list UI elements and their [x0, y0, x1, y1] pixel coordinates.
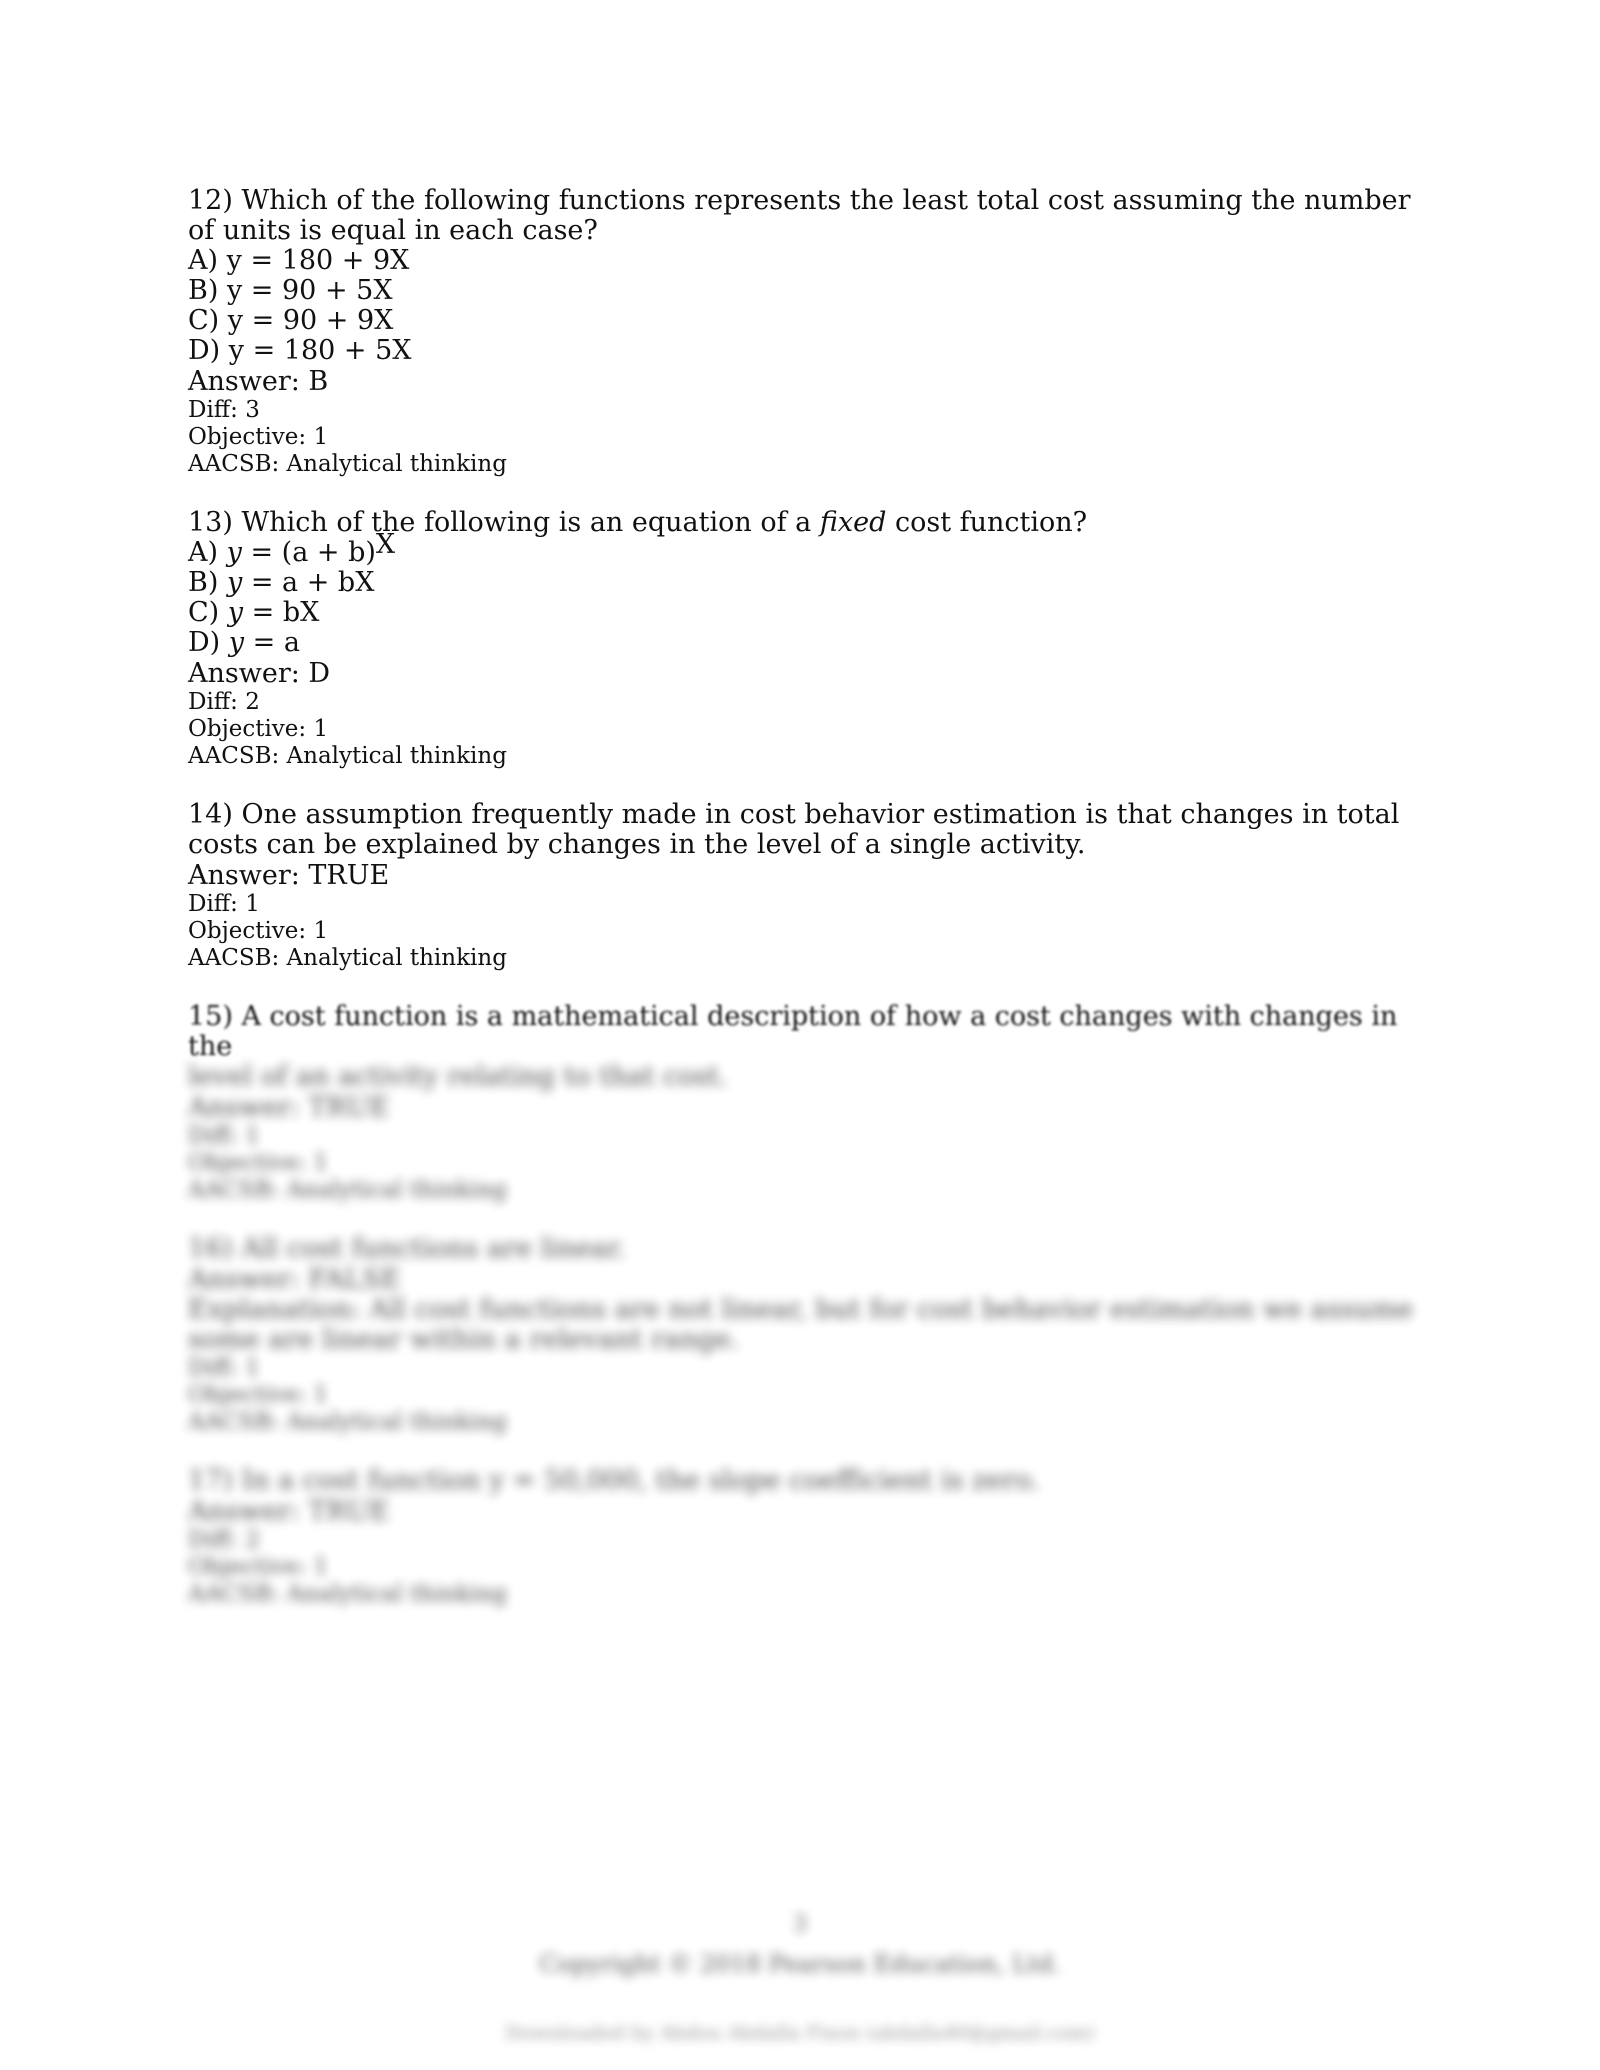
question-17: [188, 1466, 1428, 1608]
option-expression: = bX: [243, 597, 320, 628]
option-variable: y: [228, 627, 245, 658]
question-16: [188, 1234, 1428, 1436]
question-text-line-1: 15) A cost function is a mathematical description of how a cost changes with changes in the: [188, 1001, 1398, 1062]
aacsb: AACSB: Analytical thinking: [188, 451, 507, 477]
option-expression: = a + bX: [242, 567, 375, 598]
option-expression: = (a + b): [241, 537, 376, 568]
question-text: 17) In a cost function y = 50,000, the slope coefficient is zero.: [188, 1465, 1040, 1496]
option-prefix: C): [188, 597, 228, 628]
question-14: [188, 800, 1428, 972]
copyright-notice: Copyright © 2018 Pearson Education, Ltd.: [539, 1950, 1061, 1978]
option-prefix: B): [188, 567, 227, 598]
objective: Objective: 1: [188, 1554, 329, 1580]
objective: Objective: 1: [188, 1382, 329, 1408]
download-notice: Downloaded by Abdou Abdalla Fixon (abdalla40@gmail.com): [505, 2022, 1095, 2044]
difficulty: Diff: 1: [188, 1355, 260, 1381]
page-number: 3: [793, 1912, 807, 1937]
option-prefix: A): [188, 537, 227, 568]
aacsb: AACSB: Analytical thinking: [188, 1409, 507, 1435]
question-text: 12) Which of the following functions represents the least total cost assuming the number of units is equal in each case?: [188, 185, 1411, 246]
option-a: [188, 529, 1428, 568]
answer: Answer: FALSE: [188, 1264, 401, 1295]
aacsb: AACSB: Analytical thinking: [188, 945, 507, 971]
aacsb: AACSB: Analytical thinking: [188, 1177, 507, 1203]
question-13: [188, 508, 1428, 770]
answer: Answer: TRUE: [188, 860, 390, 891]
difficulty: Diff: 2: [188, 1527, 260, 1553]
question-text-end: cost function?: [886, 507, 1088, 538]
objective: Objective: 1: [188, 1150, 329, 1176]
difficulty: Diff: 1: [188, 1123, 260, 1149]
aacsb: AACSB: Analytical thinking: [188, 743, 507, 769]
option-variable: y: [226, 537, 242, 568]
difficulty: Diff: 2: [188, 689, 260, 715]
objective: Objective: 1: [188, 424, 329, 450]
answer: Answer: D: [188, 658, 331, 689]
question-text-start: 13) Which of the following is an equation of a: [188, 507, 820, 538]
option-variable: y: [227, 597, 244, 628]
aacsb: AACSB: Analytical thinking: [188, 1581, 507, 1607]
option-superscript: X: [375, 529, 396, 560]
option-d: D) y = 180 + 5X: [188, 335, 412, 366]
objective: Objective: 1: [188, 918, 329, 944]
option-b: B) y = 90 + 5X: [188, 275, 393, 306]
difficulty: Diff: 3: [188, 397, 260, 423]
question-text: 14) One assumption frequently made in cost behavior estimation is that changes in total costs can be explained by changes in the level of a single activity.: [188, 799, 1400, 860]
question-text: [188, 508, 1428, 538]
answer: Answer: TRUE: [188, 1092, 390, 1123]
option-a: A) y = 180 + 9X: [188, 245, 410, 276]
option-prefix: D): [188, 627, 229, 658]
option-d: [188, 628, 1428, 658]
emphasis-fixed: fixed: [819, 507, 887, 538]
question-text-line-2: level of an activity relating to that cost.: [188, 1061, 728, 1092]
answer: Answer: TRUE: [188, 1496, 390, 1527]
difficulty: Diff: 1: [188, 891, 260, 917]
question-list: [188, 186, 1428, 1638]
explanation: Explanation: All cost functions are not linear, but for cost behavior estimation we assume some are linear within a relevant range.: [188, 1294, 1414, 1355]
option-b: [188, 568, 1428, 598]
question-15: [188, 1002, 1428, 1204]
option-variable: y: [226, 567, 243, 598]
option-expression: = a: [244, 627, 300, 658]
question-text: 16) All cost functions are linear.: [188, 1233, 626, 1264]
objective: Objective: 1: [188, 716, 329, 742]
answer: Answer: B: [188, 366, 329, 397]
option-c: C) y = 90 + 9X: [188, 305, 394, 336]
question-12: [188, 186, 1428, 478]
option-c: [188, 598, 1428, 628]
